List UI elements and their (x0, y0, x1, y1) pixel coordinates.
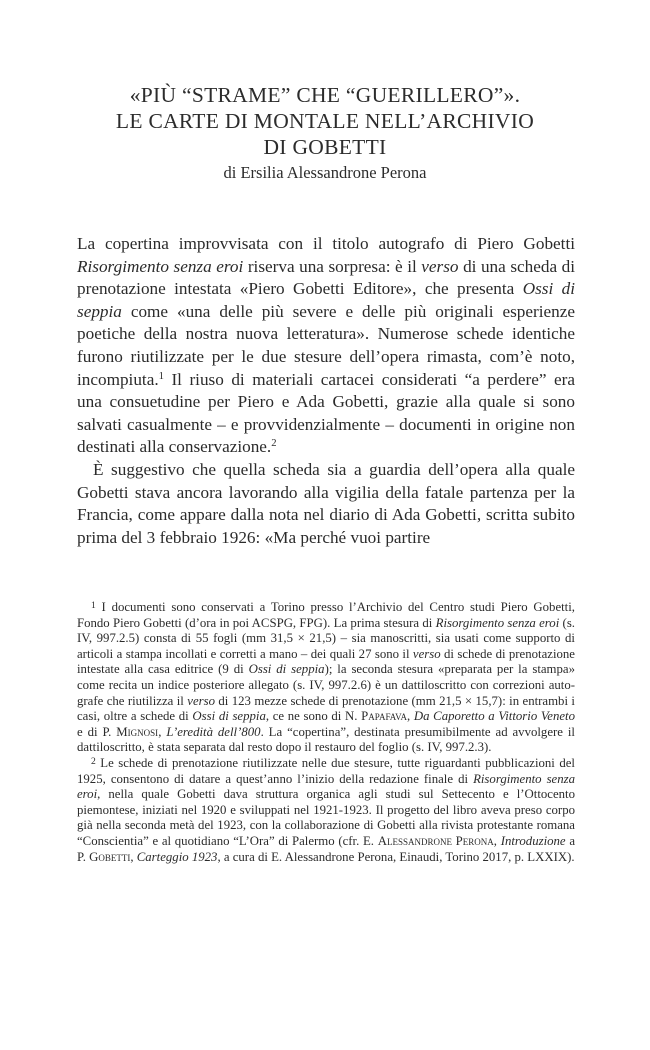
fn1-text: . La “copertina”, destinata presumibilmente ad avvolgere il dattiloscritto, è stata separata dal resto dopo il restauro del foglio (s. IV, 997.2.3). (77, 724, 575, 755)
title-line-3: DI GOBETTI (263, 135, 387, 159)
fn1-text: di 123 mezze schede di prenotazione (mm 21,5 × 15,7): in entrambi i casi, oltre a schede di (77, 693, 575, 724)
fn1-text: I documenti sono conservati a Torino presso l’Archivio del Centro studi Piero Gobetti, Fondo Piero Gobetti (d’ora in poi ACSPG, FPG). La prima stesura di (77, 600, 575, 630)
fn1-text: , (158, 724, 167, 739)
article-header (0, 82, 650, 185)
author-prefix: di (223, 163, 241, 182)
footnotes (77, 600, 575, 865)
fn2-text: , nella quale Gobetti dava struttura organica agli studi sul Settecento e l’Ottocento piemontese, iniziati nel 1920 e sviluppati nel 1921-1923. Il progetto del libro aveva preso corpo già nella seconda metà del 1923, con la collaborazione di Gobetti alla rivista protestante romana “Conscientia” e al quotidiano “L’Ora” di Palermo (cfr. E. (77, 787, 575, 848)
footnote-number-2: 2 (91, 756, 96, 768)
fn2-italic: Carteggio 1923 (136, 849, 218, 864)
body-paragraph-1 (77, 233, 575, 459)
fn1-text: (s. IV, 997.2.5) consta di 55 fogli (mm 31,5 × 21,5) – sia manoscritti, sia usati come supporto di articoli a stampa incollati e corretti a mano – dei quali 27 sono il (77, 615, 575, 661)
p1-text-c: di una scheda di prenotazione intestata «Piero Gobetti Editore», che presenta (77, 256, 575, 299)
author-name: Ersilia Alessandrone Perona (240, 163, 427, 182)
fn2-text: a P. (77, 833, 576, 864)
footnote-1 (77, 600, 575, 756)
fn1-text: , (406, 709, 414, 724)
p1-text-a: La copertina improvvisata con il titolo autografo di Piero Gobetti (77, 234, 575, 253)
fn1-text: , ce ne sono di N. (265, 709, 362, 724)
fn2-author-smallcaps: Alessandrone Perona (377, 833, 494, 848)
fn2-text: , a cura di E. Alessandrone Perona, Einaudi, Torino 2017, p. LXXIX). (217, 849, 575, 864)
book-title-ossi: Ossi di seppia (77, 279, 575, 321)
fn1-author-smallcaps: Papafava (361, 709, 407, 724)
fn1-italic: Ossi di seppia (248, 662, 325, 677)
fn1-italic: verso (412, 646, 441, 661)
footnote-2 (77, 756, 575, 865)
footnote-ref-1[interactable]: 1 (158, 370, 164, 382)
title-line-1: «PIÙ “STRAME” CHE “GUERILLERO”». (129, 83, 521, 107)
p1-text-d: come «una delle più severe e delle più originali esperienze poetiche della nostra nuova letteratura». Numerose schede identiche furono riutilizzate per le due stesure dell’opera rimasta, com’è noto, incompiuta. (77, 301, 575, 389)
fn2-author-smallcaps: Gobetti (89, 849, 131, 864)
book-title-risorgimento: Risorgimento senza eroi (77, 256, 244, 276)
fn1-italic: Da Caporetto a Vittorio Veneto (413, 709, 576, 724)
p1-text-b: riserva una sorpresa: è il (243, 256, 422, 276)
fn1-author-smallcaps: Mignosi (116, 724, 159, 739)
body-paragraph-2: È suggestivo che quella scheda sia a guardia dell’opera alla quale Gobetti stava ancora lavorando alla vigilia della fatale partenza per la Francia, come appare dalla nota nel diario di Ada Gobetti, scritta subito prima del 3 febbraio 1926: «Ma perché vuoi partire (77, 459, 575, 547)
fn2-text: , (130, 849, 137, 864)
fn1-italic: L’eredità dell’800 (166, 724, 261, 739)
fn1-italic: Risorgimento senza eroi (435, 615, 560, 630)
fn1-text: e di P. (77, 724, 117, 739)
fn2-italic: Introduzione (500, 833, 566, 848)
fn2-text: Le schede di prenotazione riutilizzate nelle due stesure, tutte riguardanti pubblicazioni del 1925, consentono di datare a quest’anno l’inizio della redazione finale di (77, 755, 575, 786)
title-line-2: LE CARTE DI MONTALE NELL’ARCHIVIO (115, 109, 535, 133)
fn2-text: , (493, 833, 501, 848)
p1-text-e: Il riuso di materiali cartacei considerati “a perdere” era una consuetudine per Piero e Ada Gobetti, grazie alla quale si sono salvati casualmente – e provvidenzialmente – documenti in origine non destinati alla conservazione. (77, 369, 575, 457)
fn1-text: di schede di prenotazione intestate alla casa editrice (9 di (77, 646, 575, 677)
footnote-ref-2[interactable]: 2 (271, 438, 277, 450)
author-byline (0, 161, 650, 185)
fn1-italic: Ossi di seppia (192, 709, 266, 724)
fn1-italic: verso (187, 693, 215, 708)
fn1-text: ); la seconda stesura «preparata per la stampa» come recita un indice posteriore allegato (s. IV, 997.2.6) è un dattiloscritto con correzioni autografe che riutilizza il (77, 662, 575, 708)
footnote-number-1: 1 (91, 600, 96, 612)
fn2-italic: Risorgimento senza eroi (77, 771, 576, 802)
term-verso: verso (421, 256, 459, 276)
main-body (77, 233, 575, 549)
